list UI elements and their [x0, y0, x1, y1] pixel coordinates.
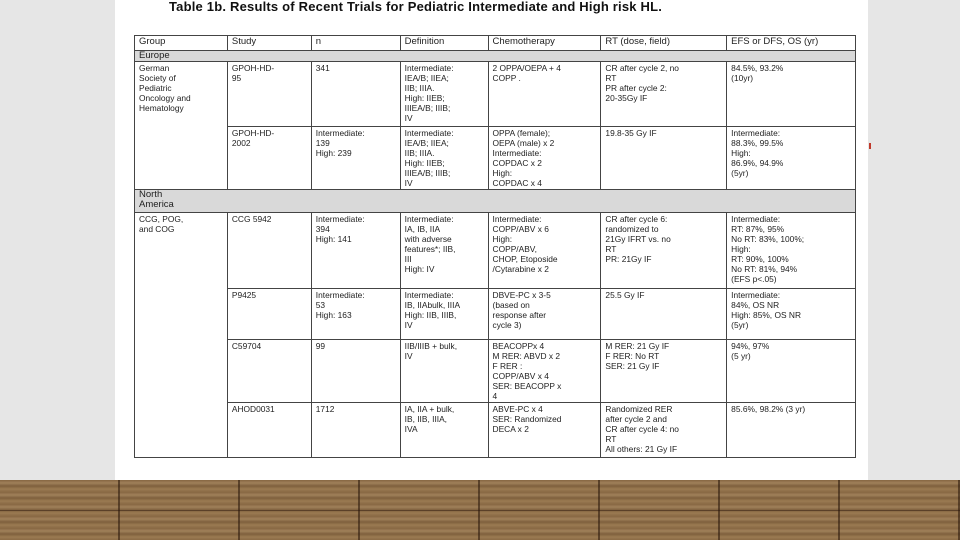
cell-efs: Intermediate: RT: 87%, 95% No RT: 83%, 100%; High: RT: 90%, 100% No RT: 81%, 94% (EFS p<.05) [727, 213, 856, 289]
cell-study: C59704 [227, 340, 311, 403]
region-label: North America [135, 190, 856, 213]
cell-efs: Intermediate: 88.3%, 99.5% High: 86.9%, 94.9% (5yr) [727, 127, 856, 190]
cell-study: P9425 [227, 289, 311, 340]
cell-n: 1712 [311, 403, 400, 458]
trials-table [134, 35, 856, 458]
cell-chemotherapy: Intermediate: COPP/ABV x 6 High: COPP/ABV, CHOP, Etoposide /Cytarabine x 2 [488, 213, 601, 289]
cell-chemotherapy: 2 OPPA/OEPA + 4 COPP . [488, 62, 601, 127]
cell-definition: Intermediate: IEA/B; IIEA; IIB; IIIA. High: IIEB; IIIEA/B; IIIB; IV [400, 62, 488, 127]
col-header-chemotherapy: Chemotherapy [488, 36, 601, 51]
table-row [135, 213, 856, 289]
cell-definition: Intermediate: IEA/B; IIEA; IIB; IIIA. High: IIEB; IIIEA/B; IIIB; IV [400, 127, 488, 190]
cell-study: CCG 5942 [227, 213, 311, 289]
cell-n: Intermediate: 139 High: 239 [311, 127, 400, 190]
cell-group: German Society of Pediatric Oncology and Hematology [135, 62, 228, 190]
cell-efs: Intermediate: 84%, OS NR High: 85%, OS NR (5yr) [727, 289, 856, 340]
cell-study: GPOH-HD- 2002 [227, 127, 311, 190]
col-header-group: Group [135, 36, 228, 51]
region-label: Europe [135, 51, 856, 62]
header-row [135, 36, 856, 51]
region-row-europe [135, 51, 856, 62]
cell-group: CCG, POG, and COG [135, 213, 228, 458]
cell-rt: Randomized RER after cycle 2 and CR after cycle 4: no RT All others: 21 Gy IF [601, 403, 727, 458]
wood-floor-background [0, 480, 960, 540]
cell-chemotherapy: DBVE-PC x 3-5 (based on response after cycle 3) [488, 289, 601, 340]
right-margin [868, 0, 960, 480]
cell-study: GPOH-HD- 95 [227, 62, 311, 127]
table-row [135, 127, 856, 190]
col-header-rt: RT (dose, field) [601, 36, 727, 51]
cell-efs: 94%, 97% (5 yr) [727, 340, 856, 403]
col-header-study: Study [227, 36, 311, 51]
cell-definition: Intermediate: IB, IIAbulk, IIIA High: IIB, IIIB, IV [400, 289, 488, 340]
table-row [135, 289, 856, 340]
cell-chemotherapy: BEACOPPx 4 M RER: ABVD x 2 F RER : COPP/ABV x 4 SER: BEACOPP x 4 [488, 340, 601, 403]
table-row [135, 62, 856, 127]
cell-rt: CR after cycle 2, no RT PR after cycle 2: 20-35Gy IF [601, 62, 727, 127]
document-page [115, 0, 868, 480]
cell-chemotherapy: ABVE-PC x 4 SER: Randomized DECA x 2 [488, 403, 601, 458]
cell-rt: 19.8-35 Gy IF [601, 127, 727, 190]
cell-n: Intermediate: 394 High: 141 [311, 213, 400, 289]
cell-rt: 25.5 Gy IF [601, 289, 727, 340]
table-row [135, 403, 856, 458]
cell-rt: CR after cycle 6: randomized to 21Gy IFRT vs. no RT PR: 21Gy IF [601, 213, 727, 289]
cell-definition: IA, IIA + bulk, IB, IIB, IIIA, IVA [400, 403, 488, 458]
cell-chemotherapy: OPPA (female); OEPA (male) x 2 Intermediate: COPDAC x 2 High: COPDAC x 4 [488, 127, 601, 190]
cell-n: 99 [311, 340, 400, 403]
region-row-north-america [135, 190, 856, 213]
cell-n: Intermediate: 53 High: 163 [311, 289, 400, 340]
cell-n: 341 [311, 62, 400, 127]
cell-definition: IIB/IIIB + bulk, IV [400, 340, 488, 403]
left-margin [0, 0, 115, 480]
table-title: Table 1b. Results of Recent Trials for Pediatric Intermediate and High risk HL. [169, 0, 663, 14]
col-header-definition: Definition [400, 36, 488, 51]
col-header-efs: EFS or DFS, OS (yr) [727, 36, 856, 51]
cell-rt: M RER: 21 Gy IF F RER: No RT SER: 21 Gy IF [601, 340, 727, 403]
table-row [135, 340, 856, 403]
cell-efs: 85.6%, 98.2% (3 yr) [727, 403, 856, 458]
cursor-mark [869, 143, 871, 149]
col-header-n: n [311, 36, 400, 51]
cell-definition: Intermediate: IA, IB, IIA with adverse features*; IIB, III High: IV [400, 213, 488, 289]
cell-study: AHOD0031 [227, 403, 311, 458]
cell-efs: 84.5%, 93.2% (10yr) [727, 62, 856, 127]
